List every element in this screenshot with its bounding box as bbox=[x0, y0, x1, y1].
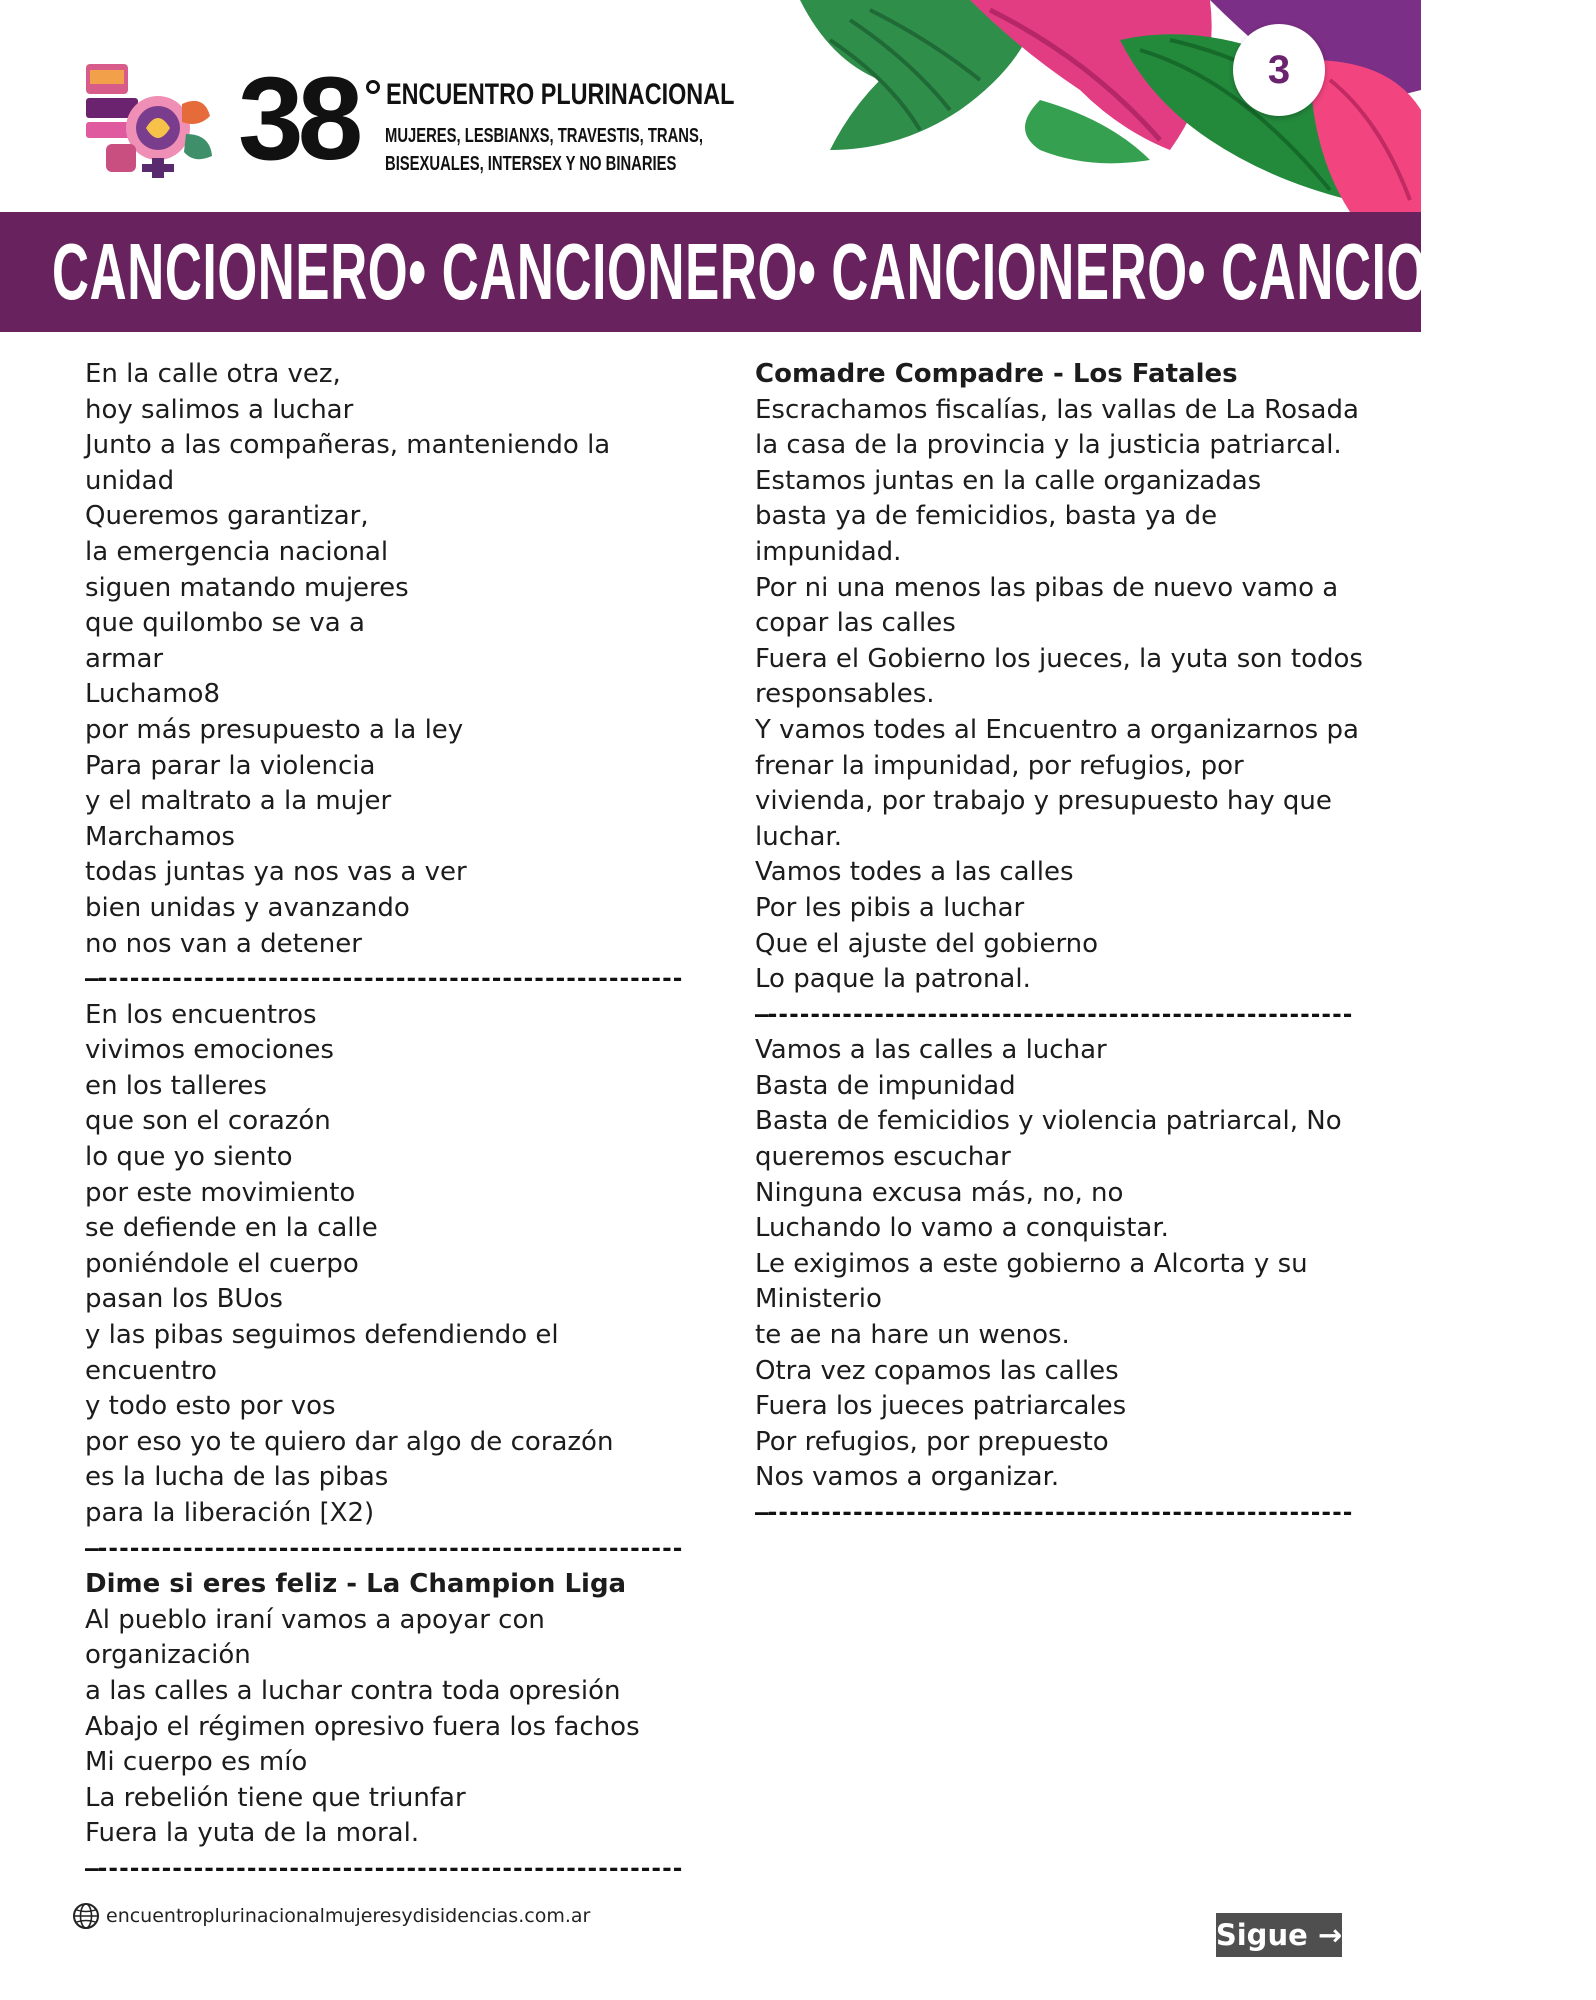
lyric-line: organización bbox=[85, 1640, 251, 1671]
lyric-line: Abajo el régimen opresivo fuera los fachos bbox=[85, 1711, 640, 1742]
degree-sign bbox=[366, 80, 380, 94]
right-column-lyrics bbox=[755, 357, 1395, 1532]
lyric-line: unidad bbox=[85, 465, 175, 496]
lyric-line: Estamos juntas en la calle organizadas bbox=[755, 465, 1262, 496]
lyric-line: responsables. bbox=[755, 679, 935, 710]
header bbox=[0, 0, 1421, 212]
lyric-line: Marchamos bbox=[85, 821, 235, 852]
lyric-line: Y vamos todes al Encuentro a organizarnos pa bbox=[755, 714, 1359, 745]
lyric-line: En la calle otra vez, bbox=[85, 359, 341, 389]
lyric-line: Ninguna excusa más, no, no bbox=[755, 1177, 1124, 1208]
lyric-line: En los encuentros bbox=[85, 999, 317, 1030]
lyric-line: encuentro bbox=[85, 1355, 217, 1386]
lyric-line: que son el corazón bbox=[85, 1106, 331, 1137]
lyric-line: por eso yo te quiero dar algo de corazón bbox=[85, 1426, 614, 1457]
brand-subtitle-line2: BISEXUALES, INTERSEX Y NO BINARIES bbox=[385, 153, 677, 175]
lyric-line: Nos vamos a organizar. bbox=[755, 1462, 1060, 1493]
lyric-line: frenar la impunidad, por refugios, por bbox=[755, 750, 1244, 781]
tropical-leaves-decoration bbox=[790, 0, 1421, 212]
lyric-line: armar bbox=[85, 643, 164, 674]
lyric-line: Al pueblo iraní vamos a apoyar con bbox=[85, 1604, 545, 1635]
lyric-line: se defiende en la calle bbox=[85, 1213, 378, 1244]
section-divider: —------------------------------------------------------- bbox=[85, 1535, 682, 1562]
website-link[interactable] bbox=[72, 1902, 590, 1930]
globe-icon bbox=[72, 1902, 100, 1930]
lyric-line: y el maltrato a la mujer bbox=[85, 786, 392, 817]
lyric-line: basta ya de femicidios, basta ya de bbox=[755, 501, 1218, 532]
lyric-line: Ministerio bbox=[755, 1284, 882, 1315]
cancionero-banner bbox=[0, 212, 1596, 332]
lyric-line: Mi cuerpo es mío bbox=[85, 1747, 308, 1778]
encuentro-logo bbox=[86, 64, 216, 178]
lyric-line: Para parar la violencia bbox=[85, 750, 376, 781]
section-divider: —------------------------------------------------------- bbox=[755, 1500, 1352, 1526]
lyric-line: poniéndole el cuerpo bbox=[85, 1248, 359, 1279]
lyric-line: en los talleres bbox=[85, 1070, 267, 1101]
edition-number: 38 bbox=[238, 53, 358, 185]
next-page-button[interactable]: Sigue → bbox=[1216, 1913, 1342, 1957]
lyric-line: Vamos todes a las calles bbox=[755, 857, 1074, 888]
lyric-line: Junto a las compañeras, manteniendo la bbox=[85, 430, 611, 461]
lyric-line: impunidad. bbox=[755, 536, 902, 567]
banner-text: CANCIONERO• CANCIONERO• CANCIONERO• CANCIONERO• bbox=[52, 227, 1596, 316]
lyric-line: luchar. bbox=[755, 821, 842, 852]
song-title: Dime si eres feliz - La Champion Liga bbox=[85, 1569, 627, 1600]
lyric-line: Por ni una menos las pibas de nuevo vamo a bbox=[755, 572, 1339, 603]
brand-title: ENCUENTRO PLURINACIONAL bbox=[386, 78, 735, 111]
lyric-line: queremos escuchar bbox=[755, 1142, 1011, 1173]
lyric-line: La rebelión tiene que triunfar bbox=[85, 1782, 466, 1813]
lyric-line: Queremos garantizar, bbox=[85, 501, 369, 532]
lyric-line: es la lucha de las pibas bbox=[85, 1462, 389, 1493]
lyric-line: por este movimiento bbox=[85, 1177, 356, 1208]
lyric-line: te ae na hare un wenos. bbox=[755, 1320, 1070, 1351]
lyric-line: Le exigimos a este gobierno a Alcorta y su bbox=[755, 1248, 1308, 1279]
lyric-line: lo que yo siento bbox=[85, 1142, 293, 1173]
lyric-line: a las calles a luchar contra toda opresión bbox=[85, 1675, 621, 1706]
lyric-line: Por refugios, por prepuesto bbox=[755, 1426, 1109, 1457]
lyric-line: siguen matando mujeres bbox=[85, 572, 409, 603]
lyric-line: la emergencia nacional bbox=[85, 536, 389, 567]
left-column-lyrics bbox=[85, 357, 705, 1888]
lyric-line: no nos van a detener bbox=[85, 928, 362, 959]
lyric-line: para la liberación [X2) bbox=[85, 1498, 375, 1528]
lyric-line: Escrachamos fiscalías, las vallas de La Rosada bbox=[755, 394, 1359, 425]
section-divider: —------------------------------------------------------- bbox=[755, 1001, 1352, 1028]
lyric-line: vivienda, por trabajo y presupuesto hay que bbox=[755, 786, 1332, 817]
brand-subtitle-line1: MUJERES, LESBIANXS, TRAVESTIS, TRANS, bbox=[385, 125, 703, 147]
lyric-line: que quilombo se va a bbox=[85, 608, 365, 639]
lyric-line: Que el ajuste del gobierno bbox=[755, 928, 1099, 959]
lyric-line: Otra vez copamos las calles bbox=[755, 1355, 1119, 1386]
lyric-line: Fuera el Gobierno los jueces, la yuta son todos bbox=[755, 643, 1363, 674]
lyric-line: Basta de femicidios y violencia patriarcal, No bbox=[755, 1106, 1342, 1137]
lyric-line: Por les pibis a luchar bbox=[755, 892, 1025, 923]
lyric-line: por más presupuesto a la ley bbox=[85, 714, 464, 745]
brand-subtitle bbox=[385, 122, 703, 178]
lyric-line: Vamos a las calles a luchar bbox=[755, 1035, 1107, 1066]
website-url: encuentroplurinacionalmujeresydisidencias.com.ar bbox=[106, 1905, 591, 1927]
lyric-line: la casa de la provincia y la justicia patriarcal. bbox=[755, 430, 1342, 461]
lyric-line: y todo esto por vos bbox=[85, 1391, 336, 1422]
lyric-line: Luchando lo vamo a conquistar. bbox=[755, 1213, 1169, 1244]
lyric-line: vivimos emociones bbox=[85, 1035, 334, 1066]
lyric-line: Lo paque la patronal. bbox=[755, 964, 1031, 995]
lyric-line: Fuera los jueces patriarcales bbox=[755, 1391, 1127, 1422]
lyric-line: hoy salimos a luchar bbox=[85, 394, 354, 425]
page-number-badge: 3 bbox=[1233, 24, 1325, 116]
lyric-line: Basta de impunidad bbox=[755, 1070, 1016, 1101]
lyric-line: pasan los BUos bbox=[85, 1284, 283, 1315]
song-title: Comadre Compadre - Los Fatales bbox=[755, 359, 1238, 389]
lyric-line: copar las calles bbox=[755, 608, 956, 639]
lyric-line: todas juntas ya nos vas a ver bbox=[85, 857, 467, 888]
lyric-line: Luchamo8 bbox=[85, 679, 220, 710]
lyric-line: bien unidas y avanzando bbox=[85, 892, 410, 923]
section-divider: —------------------------------------------------------- bbox=[85, 966, 682, 993]
lyric-line: y las pibas seguimos defendiendo el bbox=[85, 1320, 559, 1351]
lyric-line: Fuera la yuta de la moral. bbox=[85, 1818, 420, 1849]
section-divider: —------------------------------------------------------- bbox=[85, 1855, 682, 1882]
